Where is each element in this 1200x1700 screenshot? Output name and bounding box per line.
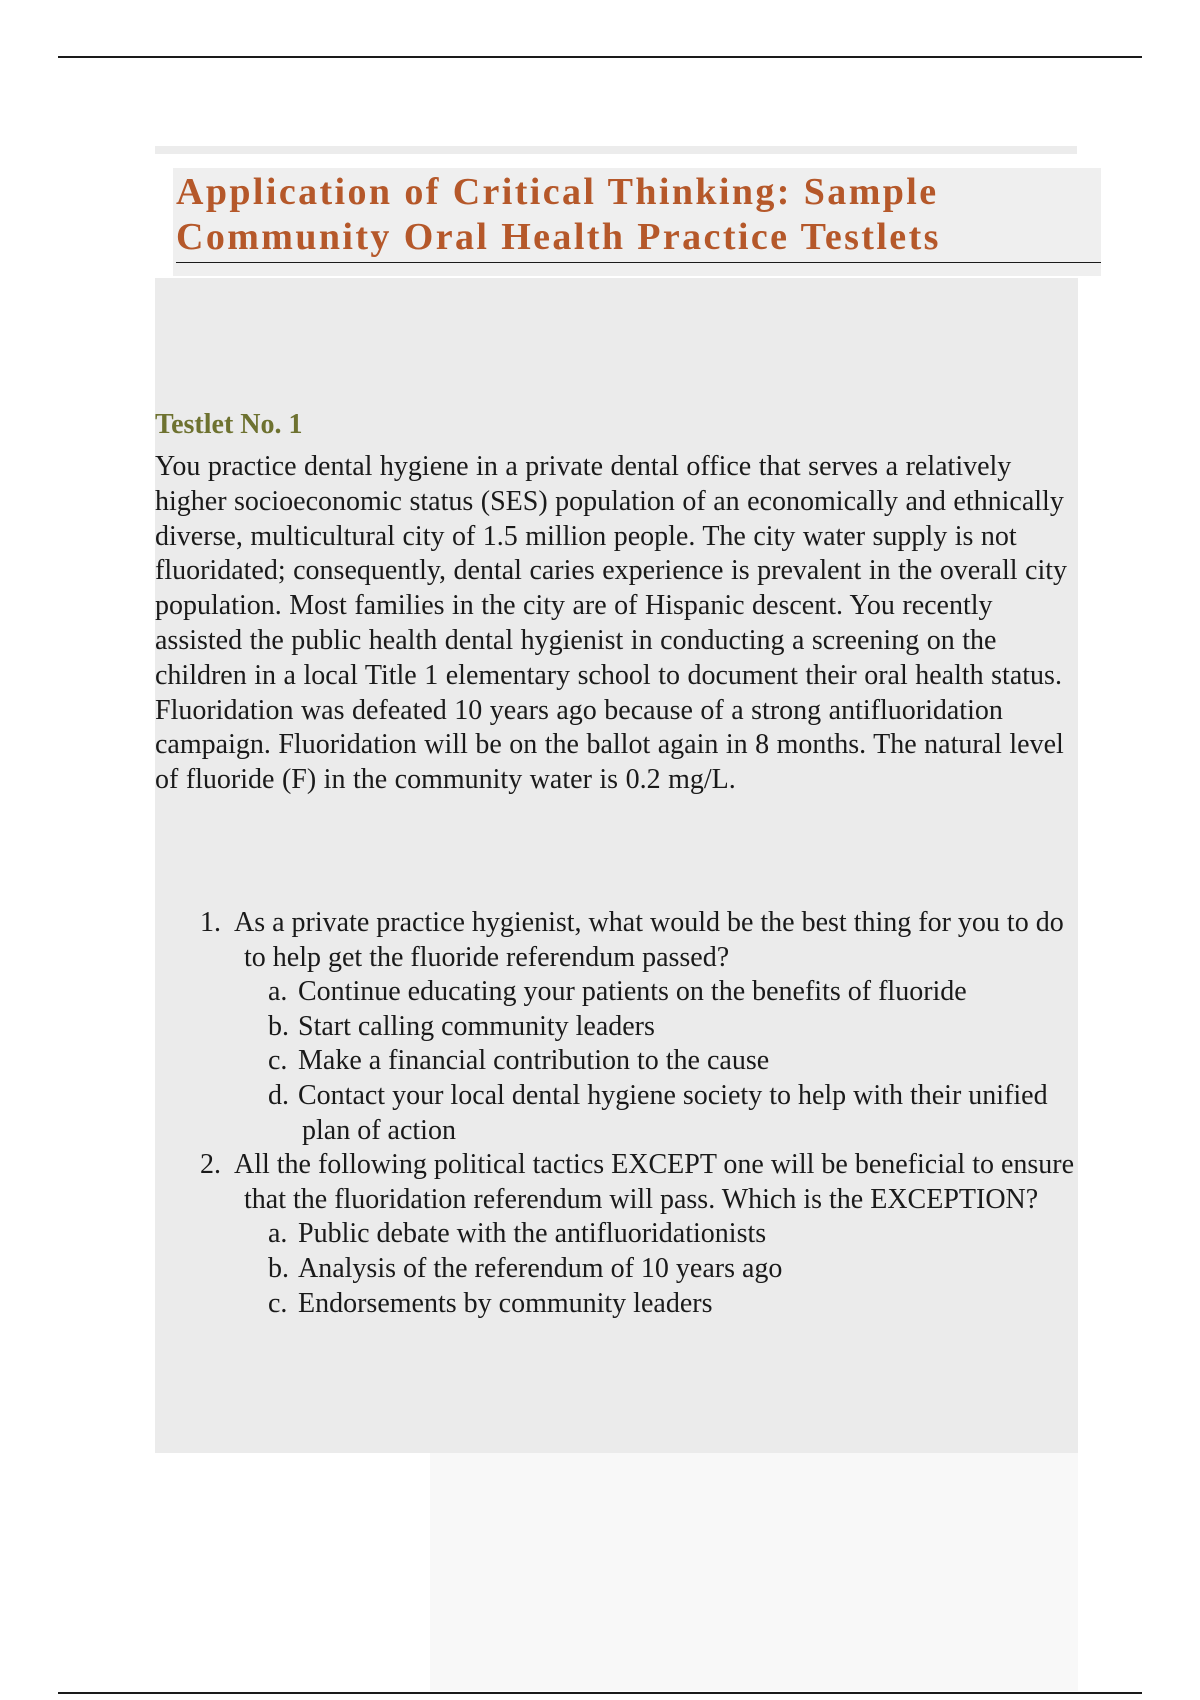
option-letter: c. — [268, 1287, 288, 1319]
option-list — [200, 975, 1080, 1148]
option-letter: a. — [268, 1218, 288, 1250]
document-title: Application of Critical Thinking: Sample Community Oral Health Practice Testlets — [176, 171, 941, 258]
answer-option — [268, 1287, 1080, 1322]
option-letter: a. — [268, 976, 288, 1008]
page-top-rule — [58, 56, 1142, 58]
question-text: All the following political tactics EXCEPT one will be beneficial to ensure that the fluoridation referendum will pass. Which is the EXCEPTION? — [234, 1149, 1075, 1215]
option-text: Analysis of the referendum of 10 years ago — [298, 1252, 783, 1284]
option-list — [200, 1217, 1080, 1321]
scenario-paragraph: You practice dental hygiene in a private dental office that serves a relatively higher socioeconomic status (SES) population of an economically and ethnically diverse, multicultural city of 1.5 million people. The city water supply is not fluoridated; consequently, dental caries experience is prevalent in the overall city population. Most families in the city are of Hispanic descent. You recently assisted the public health dental hygienist in conducting a screening on the children in a local Title 1 elementary school to document their oral health status. Fluoridation was defeated 10 years ago because of a strong antifluoridation campaign. Fluoridation will be on the ballot again in 8 months. The natural level of fluoride (F) in the community water is 0.2 mg/L. — [155, 451, 1068, 796]
page-bottom-rule — [58, 1692, 1142, 1694]
title-top-band — [155, 146, 1077, 154]
question-text: As a private practice hygienist, what would be the best thing for you to do to help get the fluoride referendum passed? — [234, 907, 1064, 973]
option-text: Continue educating your patients on the benefits of fluoride — [298, 976, 967, 1008]
option-text: Endorsements by community leaders — [298, 1287, 713, 1319]
question-number: 1. — [200, 907, 221, 938]
content-panel-tail — [430, 1453, 1078, 1691]
title-underline — [176, 262, 1101, 263]
question-number: 2. — [200, 1149, 221, 1181]
option-letter: b. — [268, 1252, 289, 1284]
answer-option — [268, 975, 1080, 1010]
answer-option — [268, 1010, 1080, 1045]
question-item — [200, 1148, 1080, 1321]
answer-option — [268, 1252, 1080, 1287]
question-list — [200, 906, 1080, 1321]
option-text: Contact your local dental hygiene society to help with their unified plan of action — [298, 1079, 1048, 1146]
option-letter: d. — [268, 1079, 289, 1111]
question-stem — [200, 1148, 1080, 1217]
question-item — [200, 906, 1080, 1148]
answer-option — [268, 1217, 1080, 1252]
option-letter: b. — [268, 1010, 289, 1042]
answer-option — [268, 1044, 1080, 1079]
testlet-heading: Testlet No. 1 — [155, 409, 303, 440]
question-stem — [200, 906, 1080, 975]
option-text: Start calling community leaders — [298, 1010, 655, 1042]
option-text: Public debate with the antifluoridationists — [298, 1218, 767, 1250]
option-text: Make a financial contribution to the cause — [298, 1045, 770, 1077]
option-letter: c. — [268, 1045, 288, 1077]
answer-option — [268, 1079, 1080, 1148]
